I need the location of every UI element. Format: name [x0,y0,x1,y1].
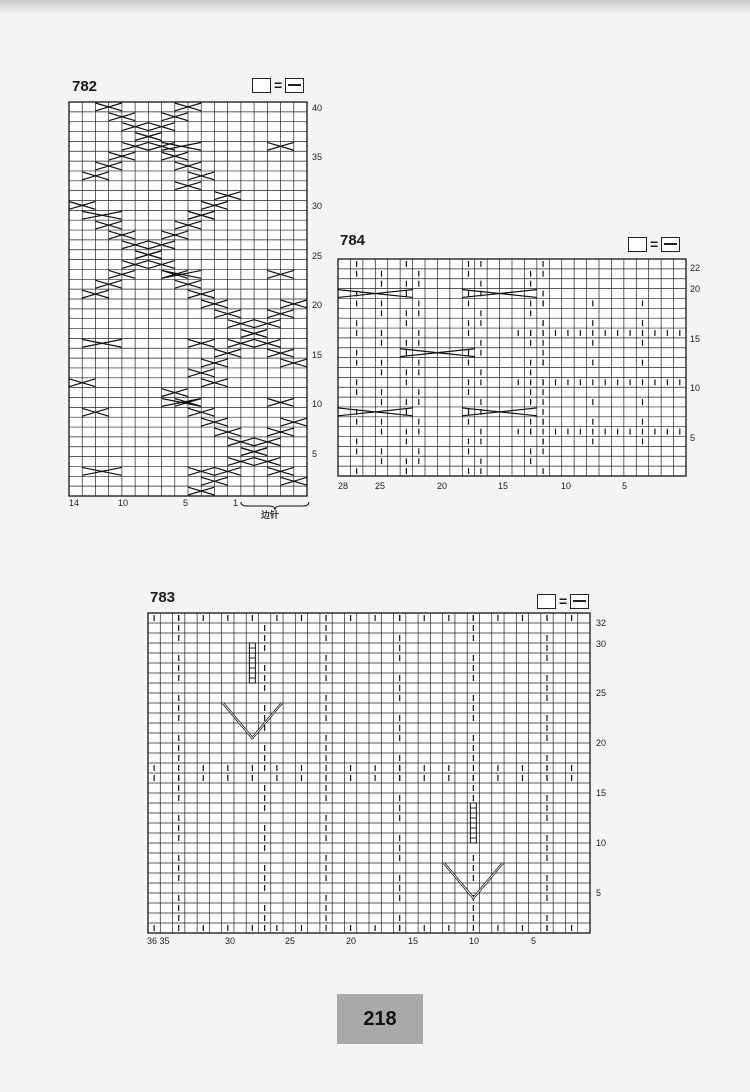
col-label-10: 10 [469,936,480,946]
row-label-15: 15 [690,334,701,344]
col-label-10: 10 [561,481,572,491]
col-label-28: 28 [338,481,349,491]
purl-symbol [570,594,589,609]
row-label-20: 20 [596,738,607,748]
col-label-15: 15 [498,481,509,491]
col-label-36-35: 36 35 [147,936,170,946]
row-label-30: 30 [312,201,323,211]
legend-equals: = [559,593,568,609]
page-number-box [337,994,423,1044]
col-label-25: 25 [375,481,386,491]
row-label-32: 32 [596,618,607,628]
col-label-10: 10 [118,498,129,508]
row-label-40: 40 [312,103,323,113]
row-label-10: 10 [596,838,607,848]
blank-cell-symbol [537,594,556,609]
row-label-5: 5 [312,449,318,459]
col-label-30: 30 [225,936,236,946]
row-label-5: 5 [690,433,696,443]
row-label-22: 22 [690,263,701,273]
row-label-5: 5 [596,888,602,898]
col-label-20: 20 [346,936,357,946]
row-label-30: 30 [596,639,607,649]
col-label-5: 5 [622,481,628,491]
row-label-20: 20 [690,284,701,294]
row-label-20: 20 [312,300,323,310]
row-label-25: 25 [312,251,323,261]
chart-784-legend [628,237,680,252]
col-label-5: 5 [531,936,537,946]
col-label-25: 25 [285,936,296,946]
page-number: 218 [363,1007,397,1030]
legend-equals: = [650,236,659,252]
row-label-35: 35 [312,152,323,162]
col-label-14: 14 [69,498,80,508]
col-label-15: 15 [408,936,419,946]
row-label-25: 25 [596,688,607,698]
chart-783-legend [537,594,589,609]
col-label-1: 1 [233,498,239,508]
row-label-10: 10 [690,383,701,393]
row-label-15: 15 [596,788,607,798]
row-label-10: 10 [312,399,323,409]
legend-equals: = [274,77,283,93]
col-label-5: 5 [183,498,189,508]
chart-784-title: 784 [340,232,366,249]
chart-782-title: 782 [72,78,98,95]
purl-symbol [661,237,680,252]
col-label-20: 20 [437,481,448,491]
row-label-15: 15 [312,350,323,360]
blank-cell-symbol [628,237,647,252]
chart-783-title: 783 [150,589,176,606]
edge-stitch-label: 边针 [261,510,280,520]
